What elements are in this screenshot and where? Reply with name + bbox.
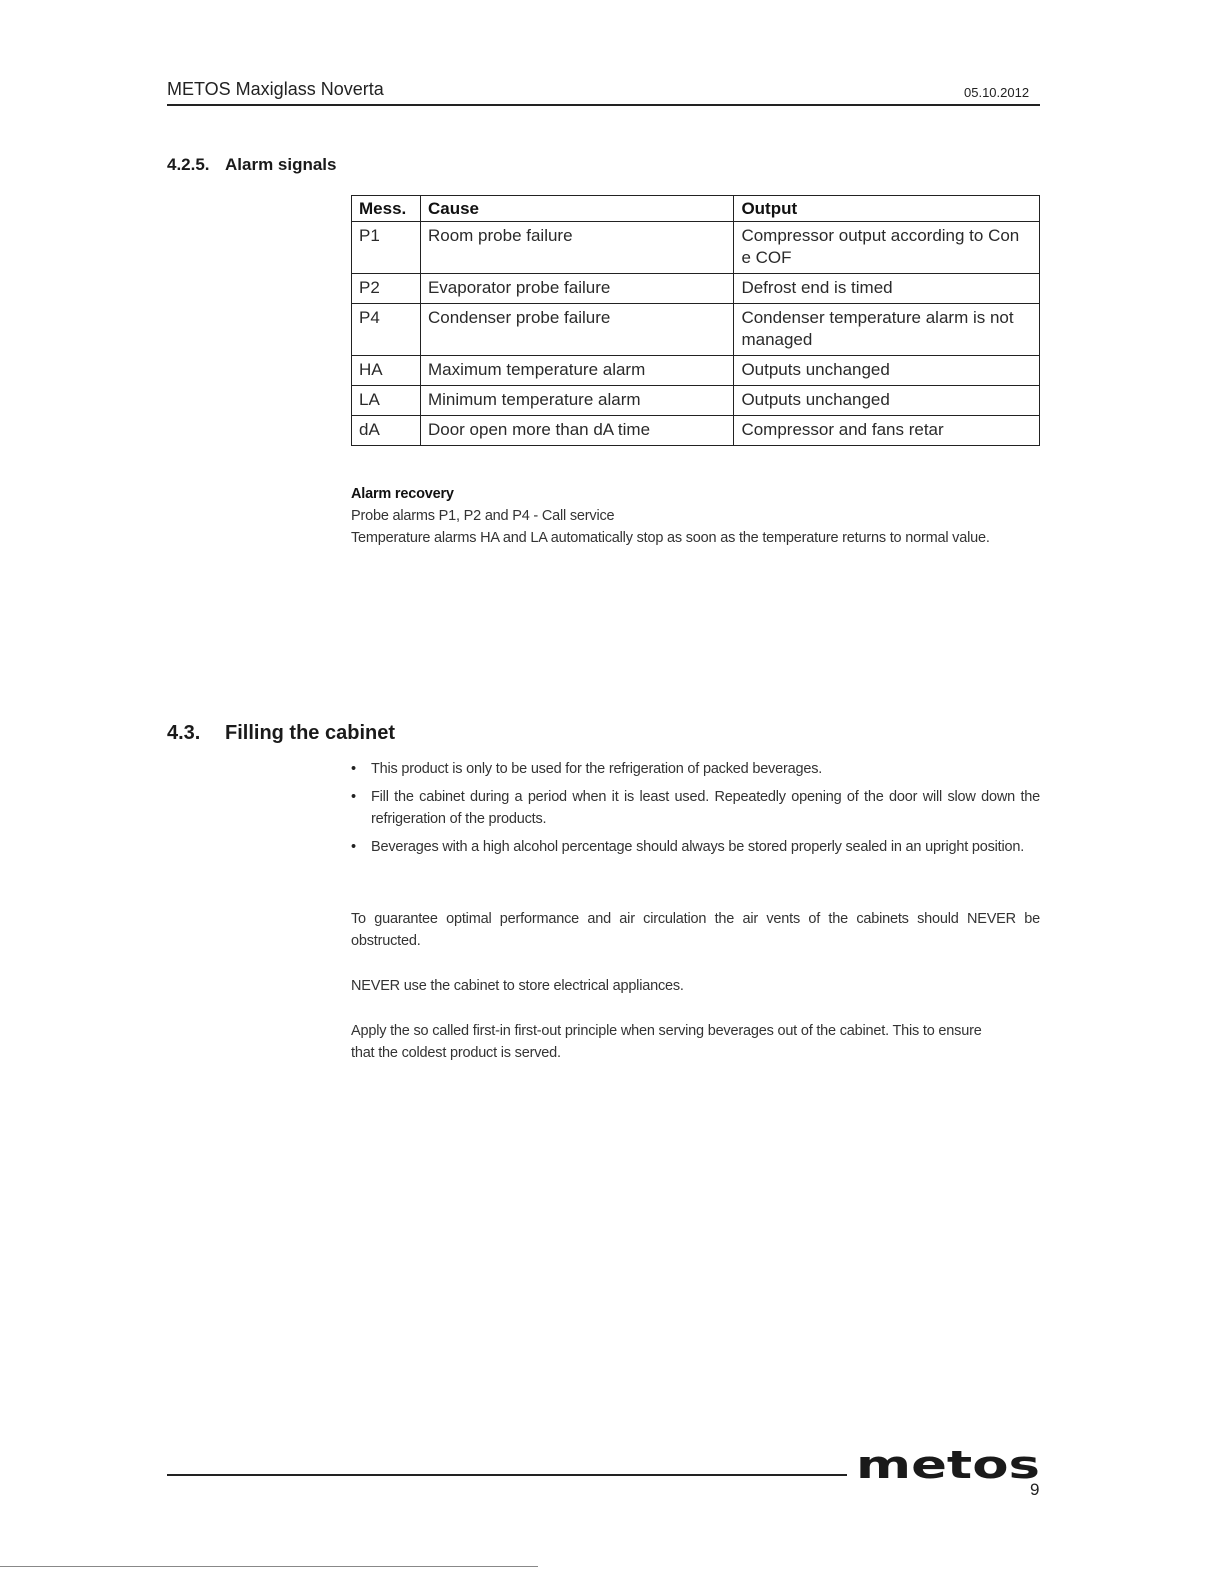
table-cell: P1 xyxy=(352,222,421,274)
section-number: 4.3. xyxy=(167,722,201,744)
table-cell: P4 xyxy=(352,304,421,356)
table-cell: Door open more than dA time xyxy=(420,416,733,446)
table-cell: Condenser temperature alarm is not managed xyxy=(734,304,1040,356)
table-cell: Minimum temperature alarm xyxy=(420,386,733,416)
table-row xyxy=(352,416,1040,446)
list-item-text: This product is only to be used for the refrigeration of packed beverages. xyxy=(371,761,823,777)
table-cell: Compressor and fans retar xyxy=(734,416,1040,446)
table-row xyxy=(352,222,1040,274)
paragraph-fifo: Apply the so called first-in first-out principle when serving beverages out of the cabinet. This to ensure that the coldest product is served. xyxy=(351,1023,982,1061)
list-item xyxy=(351,836,1040,858)
table-row xyxy=(352,356,1040,386)
document-date: 05.10.2012 xyxy=(964,85,1030,100)
list-item xyxy=(351,786,1040,830)
paragraph-electrical-appliances: NEVER use the cabinet to store electrical appliances. xyxy=(351,978,684,994)
bullet-icon: • xyxy=(351,789,356,805)
table-header-row xyxy=(352,196,1040,222)
section-heading-filling-cabinet xyxy=(167,722,395,745)
table-cell: P2 xyxy=(352,274,421,304)
metos-logo xyxy=(855,1450,1041,1480)
table-cell: dA xyxy=(352,416,421,446)
alarm-recovery-block xyxy=(351,483,990,549)
table-cell: HA xyxy=(352,356,421,386)
column-header: Mess. xyxy=(352,196,421,222)
list-item-text: Beverages with a high alcohol percentage should always be stored properly sealed in an upright position. xyxy=(371,839,1025,855)
table-cell: Outputs unchanged xyxy=(734,356,1040,386)
page-bottom-line xyxy=(0,1566,538,1567)
table-cell: Maximum temperature alarm xyxy=(420,356,733,386)
alarm-signals-table xyxy=(351,195,1040,446)
column-header: Output xyxy=(734,196,1040,222)
alarm-recovery-title: Alarm recovery xyxy=(351,486,454,502)
alarm-recovery-line: Probe alarms P1, P2 and P4 - Call service xyxy=(351,508,615,524)
header-divider xyxy=(167,104,1040,106)
document-title: METOS Maxiglass Noverta xyxy=(167,79,384,99)
column-header: Cause xyxy=(420,196,733,222)
section-heading-alarm-signals xyxy=(167,155,337,175)
list-item-text: Fill the cabinet during a period when it is least used. Repeatedly opening of the door will slow down the refrigeration of the products. xyxy=(371,789,1040,827)
section-title: Filling the cabinet xyxy=(225,722,396,744)
paragraph-air-vents: To guarantee optimal performance and air circulation the air vents of the cabinets should NEVER be obstructed. xyxy=(351,911,1040,949)
filling-instructions-list xyxy=(351,758,1040,864)
table-cell: Room probe failure xyxy=(420,222,733,274)
table-cell: Evaporator probe failure xyxy=(420,274,733,304)
section-title: Alarm signals xyxy=(225,155,337,174)
footer-divider xyxy=(167,1474,847,1476)
bullet-icon: • xyxy=(351,839,356,855)
table-cell: LA xyxy=(352,386,421,416)
table-cell: Compressor output according to Con e COF xyxy=(734,222,1040,274)
table-cell: Condenser probe failure xyxy=(420,304,733,356)
page-number: 9 xyxy=(1030,1480,1040,1499)
table-cell: Defrost end is timed xyxy=(734,274,1040,304)
list-item xyxy=(351,758,1040,780)
table-row xyxy=(352,304,1040,356)
section-number: 4.2.5. xyxy=(167,155,210,174)
table-row xyxy=(352,274,1040,304)
table-row xyxy=(352,386,1040,416)
bullet-icon: • xyxy=(351,761,356,777)
table-cell: Outputs unchanged xyxy=(734,386,1040,416)
alarm-recovery-line: Temperature alarms HA and LA automatically stop as soon as the temperature returns to normal value. xyxy=(351,530,990,546)
logo-wordmark: metos xyxy=(856,1450,1040,1480)
